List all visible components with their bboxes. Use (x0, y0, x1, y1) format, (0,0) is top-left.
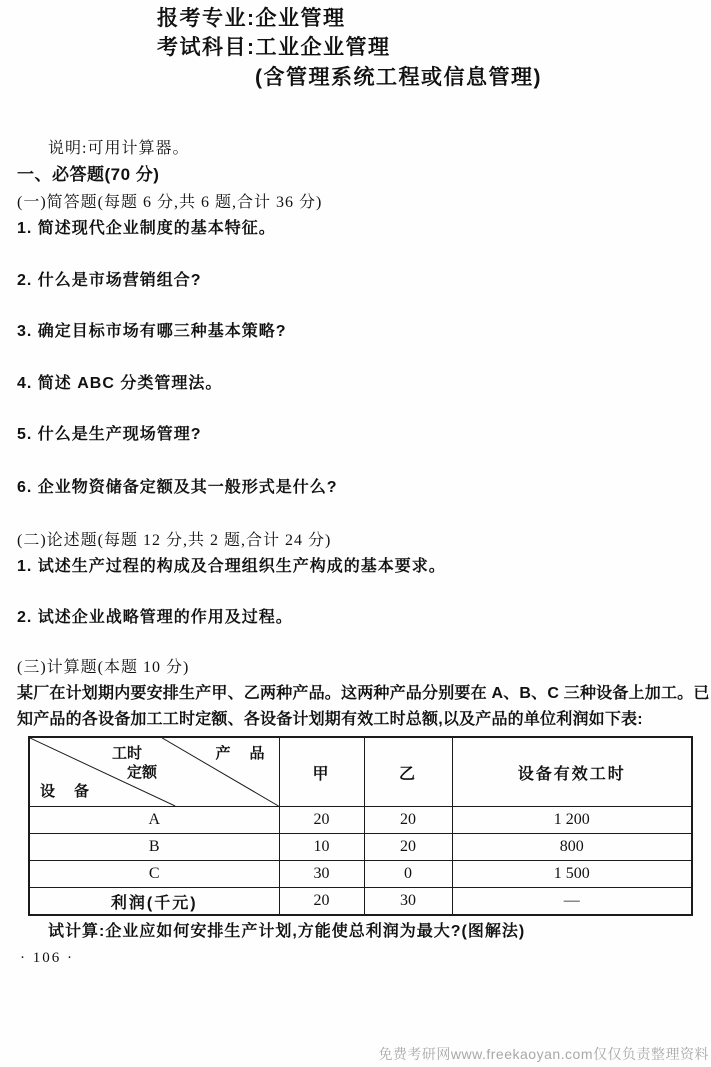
watermark-text: 免费考研网www.freekaoyan.com仅仅负责整理资料 (378, 1046, 709, 1062)
table-row (29, 861, 692, 888)
essay-heading: (二)论述题(每题 12 分,共 2 题,合计 24 分) (17, 532, 332, 549)
table-row (29, 807, 692, 834)
row-label: B (29, 834, 279, 861)
row-label: A (29, 807, 279, 834)
cell: 800 (452, 834, 692, 861)
column-header-jia: 甲 (279, 737, 364, 807)
cell: 30 (364, 888, 452, 916)
cell: 20 (364, 834, 452, 861)
row-label-profit: 利润(千元) (29, 888, 279, 916)
cell: 30 (279, 861, 364, 888)
column-header-yi: 乙 (364, 737, 452, 807)
essay-question-1: 1. 试述生产过程的构成及合理组织生产构成的基本要求。 (17, 558, 446, 575)
cell: 10 (279, 834, 364, 861)
subject-line: 考试科目:工业企业管理 (157, 36, 391, 59)
essay-question-2: 2. 试述企业战略管理的作用及过程。 (17, 609, 293, 626)
part1-heading: 一、必答题(70 分) (17, 165, 160, 184)
corner-label-device: 设 备 (40, 783, 92, 800)
cell: 20 (279, 807, 364, 834)
column-header-effective-hours: 设备有效工时 (452, 737, 692, 807)
corner-label-quota-1: 工时 (112, 745, 143, 762)
subject-subline: (含管理系统工程或信息管理) (255, 66, 542, 89)
table-corner-cell (29, 737, 279, 807)
cell: 20 (279, 888, 364, 916)
short-answer-question-2: 2. 什么是市场营销组合? (17, 272, 202, 289)
corner-label-product: 产 品 (215, 745, 267, 762)
calculation-task-line: 试计算:企业应如何安排生产计划,方能使总利润为最大?(图解法) (48, 923, 526, 940)
corner-label-quota-2: 定额 (127, 764, 158, 781)
major-line: 报考专业:企业管理 (157, 7, 346, 30)
work-hours-table (28, 736, 693, 916)
problem-intro-line-2: 知产品的各设备加工工时定额、各设备计划期有效工时总额,以及产品的单位利润如下表: (17, 711, 643, 728)
short-answer-question-3: 3. 确定目标市场有哪三种基本策略? (17, 323, 287, 340)
problem-intro-line-1: 某厂在计划期内要安排生产甲、乙两种产品。这两种产品分别要在 A、B、C 三种设备上加工。已 (17, 685, 710, 702)
short-answer-heading: (一)简答题(每题 6 分,共 6 题,合计 36 分) (17, 194, 323, 211)
short-answer-question-6: 6. 企业物资储备定额及其一般形式是什么? (17, 479, 338, 496)
short-answer-question-4: 4. 简述 ABC 分类管理法。 (17, 375, 223, 392)
row-label: C (29, 861, 279, 888)
note-line: 说明:可用计算器。 (48, 140, 190, 157)
short-answer-question-5: 5. 什么是生产现场管理? (17, 426, 202, 443)
cell: 1 500 (452, 861, 692, 888)
table-row (29, 834, 692, 861)
cell: — (452, 888, 692, 916)
short-answer-question-1: 1. 简述现代企业制度的基本特征。 (17, 220, 276, 237)
cell: 20 (364, 807, 452, 834)
page-number: · 106 · (20, 950, 74, 966)
table-row (29, 888, 692, 916)
cell: 1 200 (452, 807, 692, 834)
cell: 0 (364, 861, 452, 888)
calculation-heading: (三)计算题(本题 10 分) (17, 659, 190, 676)
